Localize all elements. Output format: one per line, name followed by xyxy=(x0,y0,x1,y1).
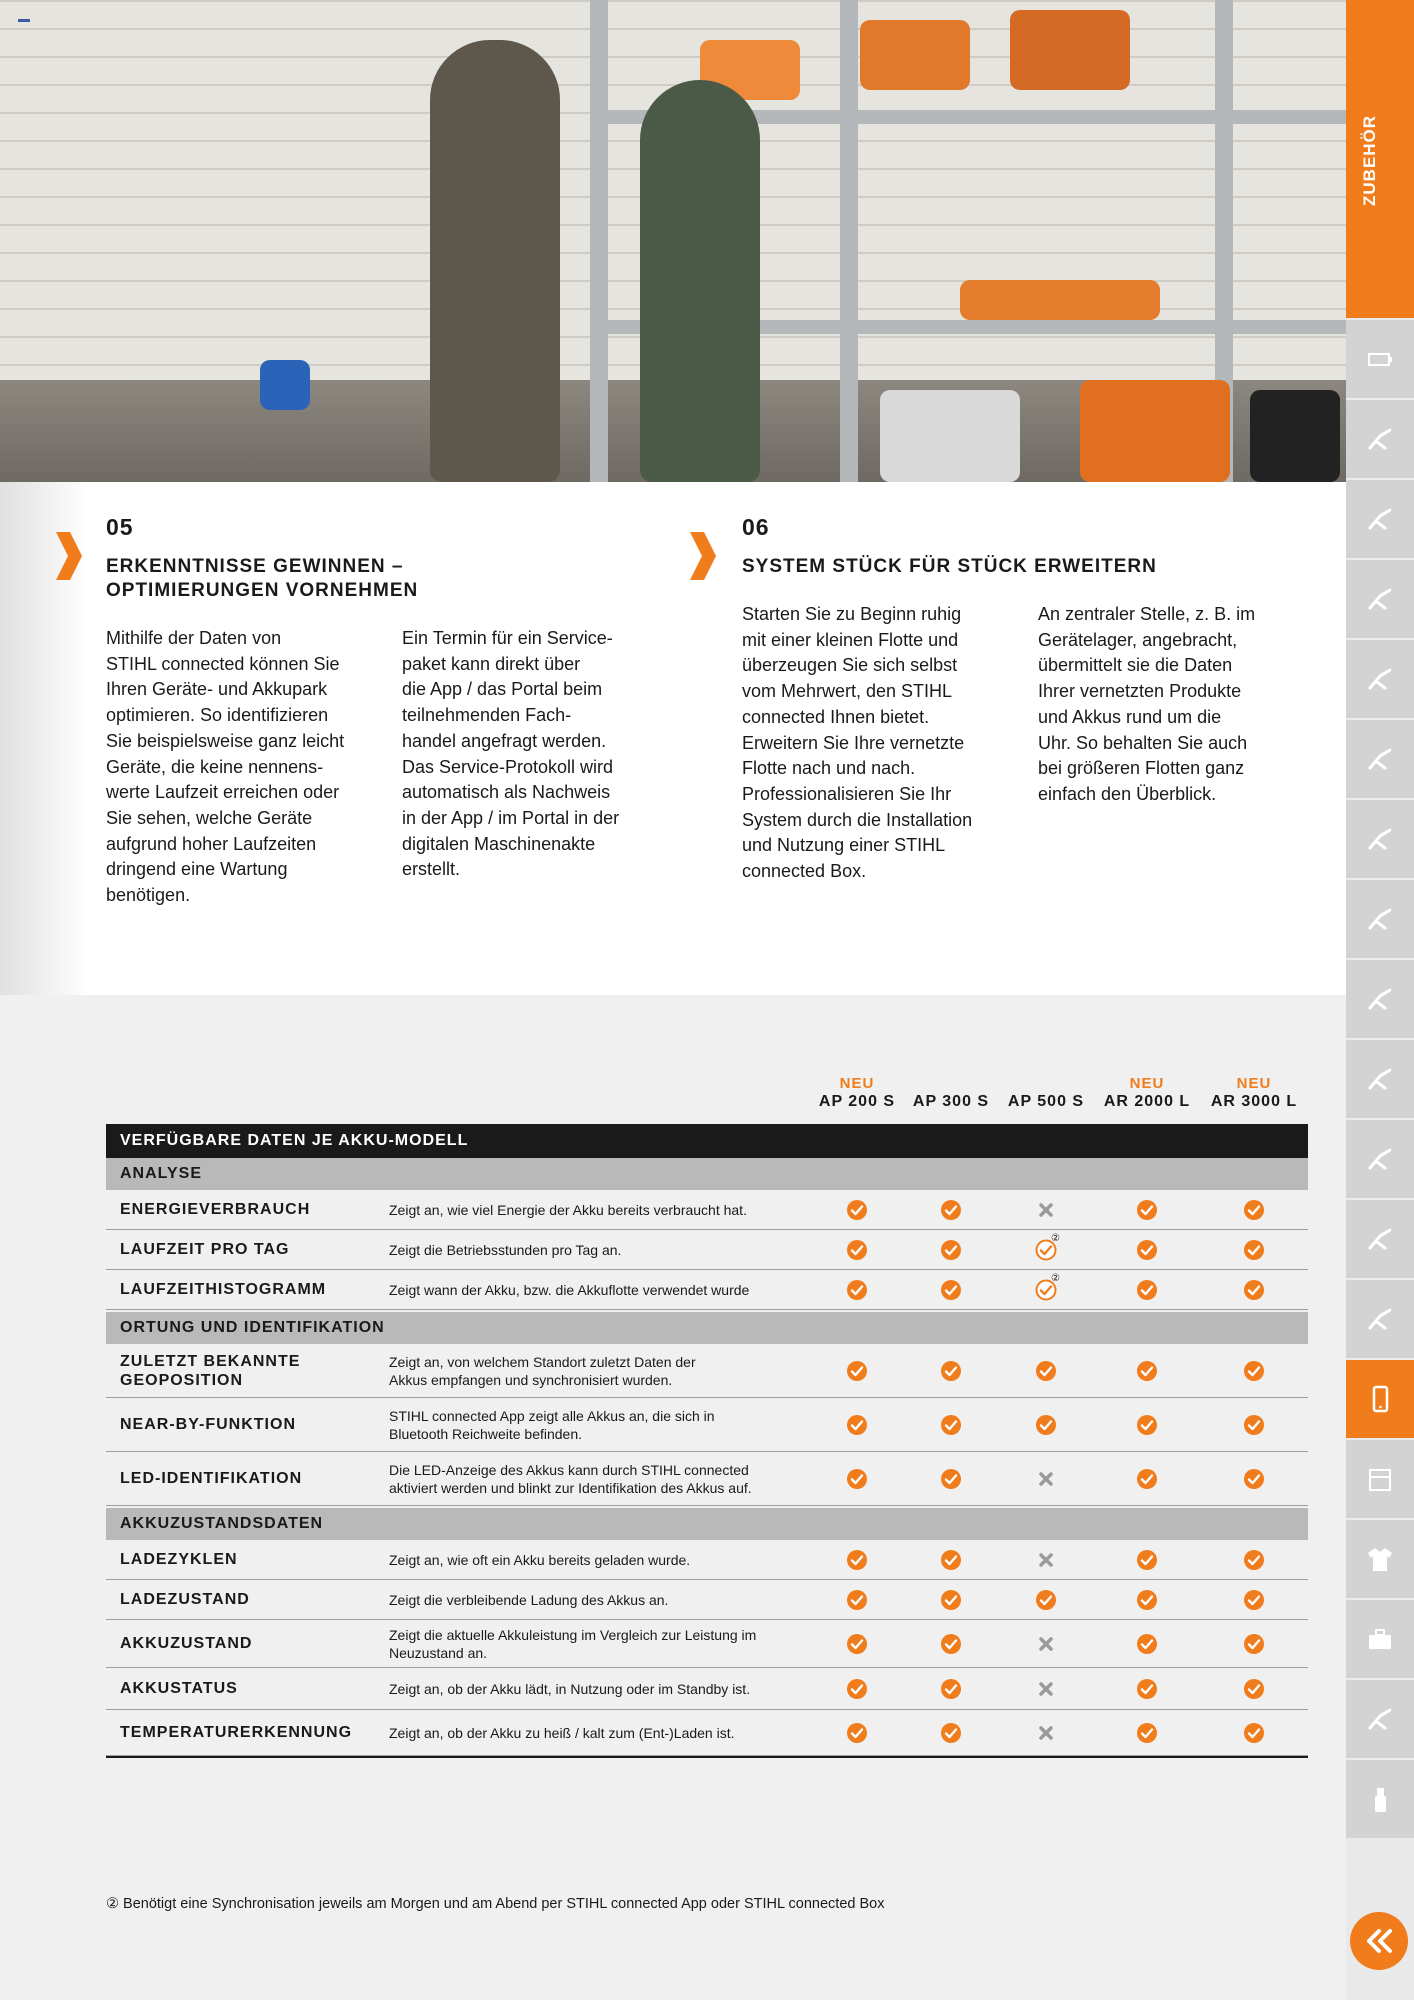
table-row xyxy=(106,1620,1308,1668)
check-icon xyxy=(1243,1589,1265,1611)
check-icon xyxy=(1035,1414,1057,1436)
feature-description: Die LED-Anzeige des Akkus kann durch STIHL connected aktiviert werden und blinkt zur Identifikation des Akkus auf. xyxy=(389,1461,752,1496)
sprayer-icon xyxy=(1365,1064,1395,1094)
check-icon xyxy=(1136,1722,1158,1744)
check-icon xyxy=(846,1239,868,1261)
sidebar-item-axe[interactable] xyxy=(1346,1678,1414,1758)
feature-description: Zeigt an, wie oft ein Akku bereits geladen wurde. xyxy=(389,1551,691,1568)
feature-name: LADEZYKLEN xyxy=(120,1551,238,1568)
table-row xyxy=(106,1452,1308,1506)
section-number: 06 xyxy=(742,514,770,540)
check-icon xyxy=(1136,1633,1158,1655)
sidebar-item-cultivator[interactable] xyxy=(1346,878,1414,958)
check-icon xyxy=(1035,1360,1057,1382)
section-06 xyxy=(742,514,1157,579)
check-icon xyxy=(846,1678,868,1700)
feature-description: Zeigt die verbleibende Ladung des Akkus an. xyxy=(389,1591,669,1608)
check-icon xyxy=(940,1239,962,1261)
sidebar-item-battery[interactable] xyxy=(1346,318,1414,398)
category-header: ORTUNG UND IDENTIFIKATION xyxy=(106,1312,1308,1344)
table-row xyxy=(106,1710,1308,1756)
auger-icon xyxy=(1365,984,1395,1014)
check-icon xyxy=(940,1199,962,1221)
sidebar-item-hedge-trimmer[interactable] xyxy=(1346,478,1414,558)
back-button[interactable] xyxy=(1350,1912,1408,1970)
blower-icon xyxy=(1365,664,1395,694)
check-icon xyxy=(1136,1360,1158,1382)
sidebar-item-blower[interactable] xyxy=(1346,638,1414,718)
check-icon xyxy=(940,1279,962,1301)
sidebar-item-brush-cutter[interactable] xyxy=(1346,558,1414,638)
section-05 xyxy=(106,514,418,603)
new-badge xyxy=(996,1075,1096,1093)
feature-description: Zeigt an, von welchem Standort zuletzt Daten der Akkus empfangen und synchronisiert wurden. xyxy=(389,1353,696,1388)
sidebar-item-jacket[interactable] xyxy=(1346,1518,1414,1598)
feature-description: Zeigt an, ob der Akku zu heiß / kalt zum (Ent-)Laden ist. xyxy=(389,1724,735,1741)
check-icon xyxy=(846,1589,868,1611)
feature-description: Zeigt die Betriebsstunden pro Tag an. xyxy=(389,1241,622,1258)
check-icon xyxy=(1136,1678,1158,1700)
vacuum-icon xyxy=(1365,1144,1395,1174)
chainsaw-icon xyxy=(1365,424,1395,454)
check-icon xyxy=(1243,1468,1265,1490)
check-icon xyxy=(1136,1199,1158,1221)
section-title: SYSTEM STÜCK FÜR STÜCK ERWEITERN xyxy=(742,556,1157,577)
spray-bottle-icon xyxy=(1365,1784,1395,1814)
sidebar-item-robot-mower[interactable] xyxy=(1346,1278,1414,1358)
axe-icon xyxy=(1365,1704,1395,1734)
column-header xyxy=(901,1075,1001,1111)
check-icon xyxy=(940,1633,962,1655)
table-row xyxy=(106,1668,1308,1710)
sidebar-item-toolbox[interactable] xyxy=(1346,1598,1414,1678)
check-footnote-icon: ② xyxy=(1035,1239,1057,1261)
double-chevron-left-icon xyxy=(1363,1925,1395,1957)
sidebar-item-sprayer[interactable] xyxy=(1346,1038,1414,1118)
feature-description: Zeigt die aktuelle Akkuleistung im Vergleich zur Leistung im Neuzustand an. xyxy=(389,1626,757,1661)
check-icon xyxy=(940,1549,962,1571)
sidebar-item-auger[interactable] xyxy=(1346,958,1414,1038)
sidebar-item-storage-box[interactable] xyxy=(1346,1438,1414,1518)
model-label: AR 3000 L xyxy=(1210,1093,1298,1110)
toolbox-icon xyxy=(1365,1624,1395,1654)
feature-description: Zeigt an, ob der Akku lädt, in Nutzung oder im Standby ist. xyxy=(389,1680,751,1697)
feature-name: NEAR-BY-FUNKTION xyxy=(120,1416,296,1433)
check-icon xyxy=(1035,1589,1057,1611)
check-icon xyxy=(1243,1414,1265,1436)
table-row xyxy=(106,1230,1308,1270)
feature-name: LED-IDENTIFIKATION xyxy=(120,1470,303,1487)
cross-icon xyxy=(1035,1678,1057,1700)
app-tiles-icon xyxy=(1365,1224,1395,1254)
table-row xyxy=(106,1344,1308,1398)
model-label: AP 200 S xyxy=(818,1093,896,1110)
category-header: AKKUZUSTANDSDATEN xyxy=(106,1508,1308,1540)
storage-box-icon xyxy=(1365,1464,1395,1494)
new-badge xyxy=(901,1075,1001,1093)
check-icon xyxy=(846,1360,868,1382)
check-icon xyxy=(1243,1549,1265,1571)
model-label: AP 300 S xyxy=(912,1093,990,1110)
new-badge: NEU xyxy=(839,1075,875,1092)
column-header xyxy=(807,1075,907,1111)
jacket-icon xyxy=(1365,1544,1395,1574)
check-icon xyxy=(1136,1414,1158,1436)
sidebar xyxy=(1346,0,1414,2000)
check-icon xyxy=(846,1414,868,1436)
check-icon xyxy=(1136,1589,1158,1611)
footnote: ② Benötigt eine Synchronisation jeweils am Morgen und am Abend per STIHL connected App oder STIHL connected Box xyxy=(106,1896,885,1912)
sidebar-item-lawn-mower[interactable] xyxy=(1346,718,1414,798)
robot-mower-icon xyxy=(1365,1304,1395,1334)
check-icon xyxy=(1243,1633,1265,1655)
feature-name: LAUFZEIT PRO TAG xyxy=(120,1241,290,1258)
chevron-right-icon xyxy=(54,532,82,580)
column-header xyxy=(1204,1075,1304,1111)
sidebar-category-tab[interactable] xyxy=(1346,0,1414,320)
flag-marker xyxy=(18,19,30,22)
sidebar-category-label: ZUBEHÖR xyxy=(1360,114,1379,206)
check-icon xyxy=(1136,1468,1158,1490)
feature-name: ZULETZT BEKANNTE GEOPOSITION xyxy=(120,1352,301,1389)
check-icon xyxy=(1243,1360,1265,1382)
check-icon xyxy=(1136,1279,1158,1301)
check-icon xyxy=(1243,1239,1265,1261)
check-icon xyxy=(940,1360,962,1382)
check-icon xyxy=(1136,1549,1158,1571)
check-icon xyxy=(846,1279,868,1301)
section-title: ERKENNTNISSE GEWINNEN – OPTIMIERUNGEN VORNEHMEN xyxy=(106,556,419,601)
table-row xyxy=(106,1398,1308,1452)
table-row xyxy=(106,1190,1308,1230)
hedge-trimmer-icon xyxy=(1365,504,1395,534)
table-title: VERFÜGBARE DATEN JE AKKU-MODELL xyxy=(106,1124,1308,1158)
feature-name: LADEZUSTAND xyxy=(120,1591,250,1608)
lawn-mower-icon xyxy=(1365,744,1395,774)
table-row xyxy=(106,1580,1308,1620)
check-icon xyxy=(846,1468,868,1490)
feature-description: Zeigt wann der Akku, bzw. die Akkuflotte verwendet wurde xyxy=(389,1281,750,1298)
sidebar-item-trimmer[interactable] xyxy=(1346,798,1414,878)
check-icon xyxy=(846,1722,868,1744)
check-icon xyxy=(846,1633,868,1655)
check-icon xyxy=(1136,1239,1158,1261)
check-footnote-icon: ② xyxy=(1035,1279,1057,1301)
battery-icon xyxy=(1365,344,1395,374)
cross-icon xyxy=(1035,1722,1057,1744)
feature-name: AKKUZUSTAND xyxy=(120,1635,253,1652)
section-06-col-2: An zentraler Stelle, z. B. im Gerätelager, angebracht, übermittelt sie die Daten Ihrer vernetzten Produkte und Akkus rund um die Uhr. So behalten Sie auch bei größeren Flotten ganz einfach den Überblick. xyxy=(1038,604,1256,804)
check-icon xyxy=(1243,1279,1265,1301)
smartphone-icon xyxy=(1365,1384,1395,1414)
new-badge: NEU xyxy=(1236,1075,1272,1092)
sidebar-item-smartphone[interactable] xyxy=(1346,1358,1414,1438)
check-icon xyxy=(1243,1199,1265,1221)
brush-cutter-icon xyxy=(1365,584,1395,614)
model-label: AR 2000 L xyxy=(1103,1093,1191,1110)
check-icon xyxy=(940,1678,962,1700)
check-icon xyxy=(940,1468,962,1490)
cross-icon xyxy=(1035,1549,1057,1571)
cultivator-icon xyxy=(1365,904,1395,934)
check-icon xyxy=(846,1549,868,1571)
section-number: 05 xyxy=(106,514,134,540)
cross-icon xyxy=(1035,1468,1057,1490)
check-icon xyxy=(1243,1678,1265,1700)
sidebar-item-app-tiles[interactable] xyxy=(1346,1198,1414,1278)
cross-icon xyxy=(1035,1633,1057,1655)
table-row xyxy=(106,1540,1308,1580)
feature-name: TEMPERATURERKENNUNG xyxy=(120,1724,353,1741)
feature-description: Zeigt an, wie viel Energie der Akku bereits verbraucht hat. xyxy=(389,1201,747,1218)
section-05-col-1: Mithilfe der Daten von STIHL connected können Sie Ihren Geräte- und Akkupark optimieren. So identifizieren Sie beispielsweise ganz leicht Geräte, die keine nennens- werte Laufzeit erreichen oder Sie sehen, welche Geräte aufgrund hoher Laufzeiten dringend eine Wartung benötigen. xyxy=(106,628,345,906)
chevron-right-icon xyxy=(688,532,716,580)
new-badge: NEU xyxy=(1129,1075,1165,1092)
cross-icon xyxy=(1035,1199,1057,1221)
column-header xyxy=(1097,1075,1197,1111)
section-06-col-1: Starten Sie zu Beginn ruhig mit einer kleinen Flotte und überzeugen Sie sich selbst vom Mehrwert, den STIHL connected Ihnen bietet. Erweitern Sie Ihre vernetzte Flotte nach und nach. Professionalisieren Sie Ihr System durch die Installation und Nutzung einer STIHL connected Box. xyxy=(742,604,973,882)
sidebar-item-spray-bottle[interactable] xyxy=(1346,1758,1414,1838)
column-header xyxy=(996,1075,1096,1111)
feature-description: STIHL connected App zeigt alle Akkus an, die sich in Bluetooth Reichweite befinden. xyxy=(389,1407,715,1442)
hero-photo xyxy=(0,0,1346,482)
check-icon xyxy=(1243,1722,1265,1744)
feature-name: LAUFZEITHISTOGRAMM xyxy=(120,1281,327,1298)
check-icon xyxy=(940,1722,962,1744)
sidebar-item-vacuum[interactable] xyxy=(1346,1118,1414,1198)
sidebar-item-chainsaw[interactable] xyxy=(1346,398,1414,478)
check-icon xyxy=(846,1199,868,1221)
trimmer-icon xyxy=(1365,824,1395,854)
feature-name: ENERGIEVERBRAUCH xyxy=(120,1201,311,1218)
model-label: AP 500 S xyxy=(1007,1093,1085,1110)
category-header: ANALYSE xyxy=(106,1158,1308,1190)
check-icon xyxy=(940,1589,962,1611)
feature-name: AKKUSTATUS xyxy=(120,1680,238,1697)
section-05-col-2: Ein Termin für ein Service- paket kann direkt über die App / das Portal beim teilnehmenden Fach- handel angefragt werden. Das Service-Protokoll wird automatisch als Nachweis in der App / im Portal in der digitalen Maschinenakte erstellt. xyxy=(402,628,620,880)
table-row xyxy=(106,1270,1308,1310)
check-icon xyxy=(940,1414,962,1436)
